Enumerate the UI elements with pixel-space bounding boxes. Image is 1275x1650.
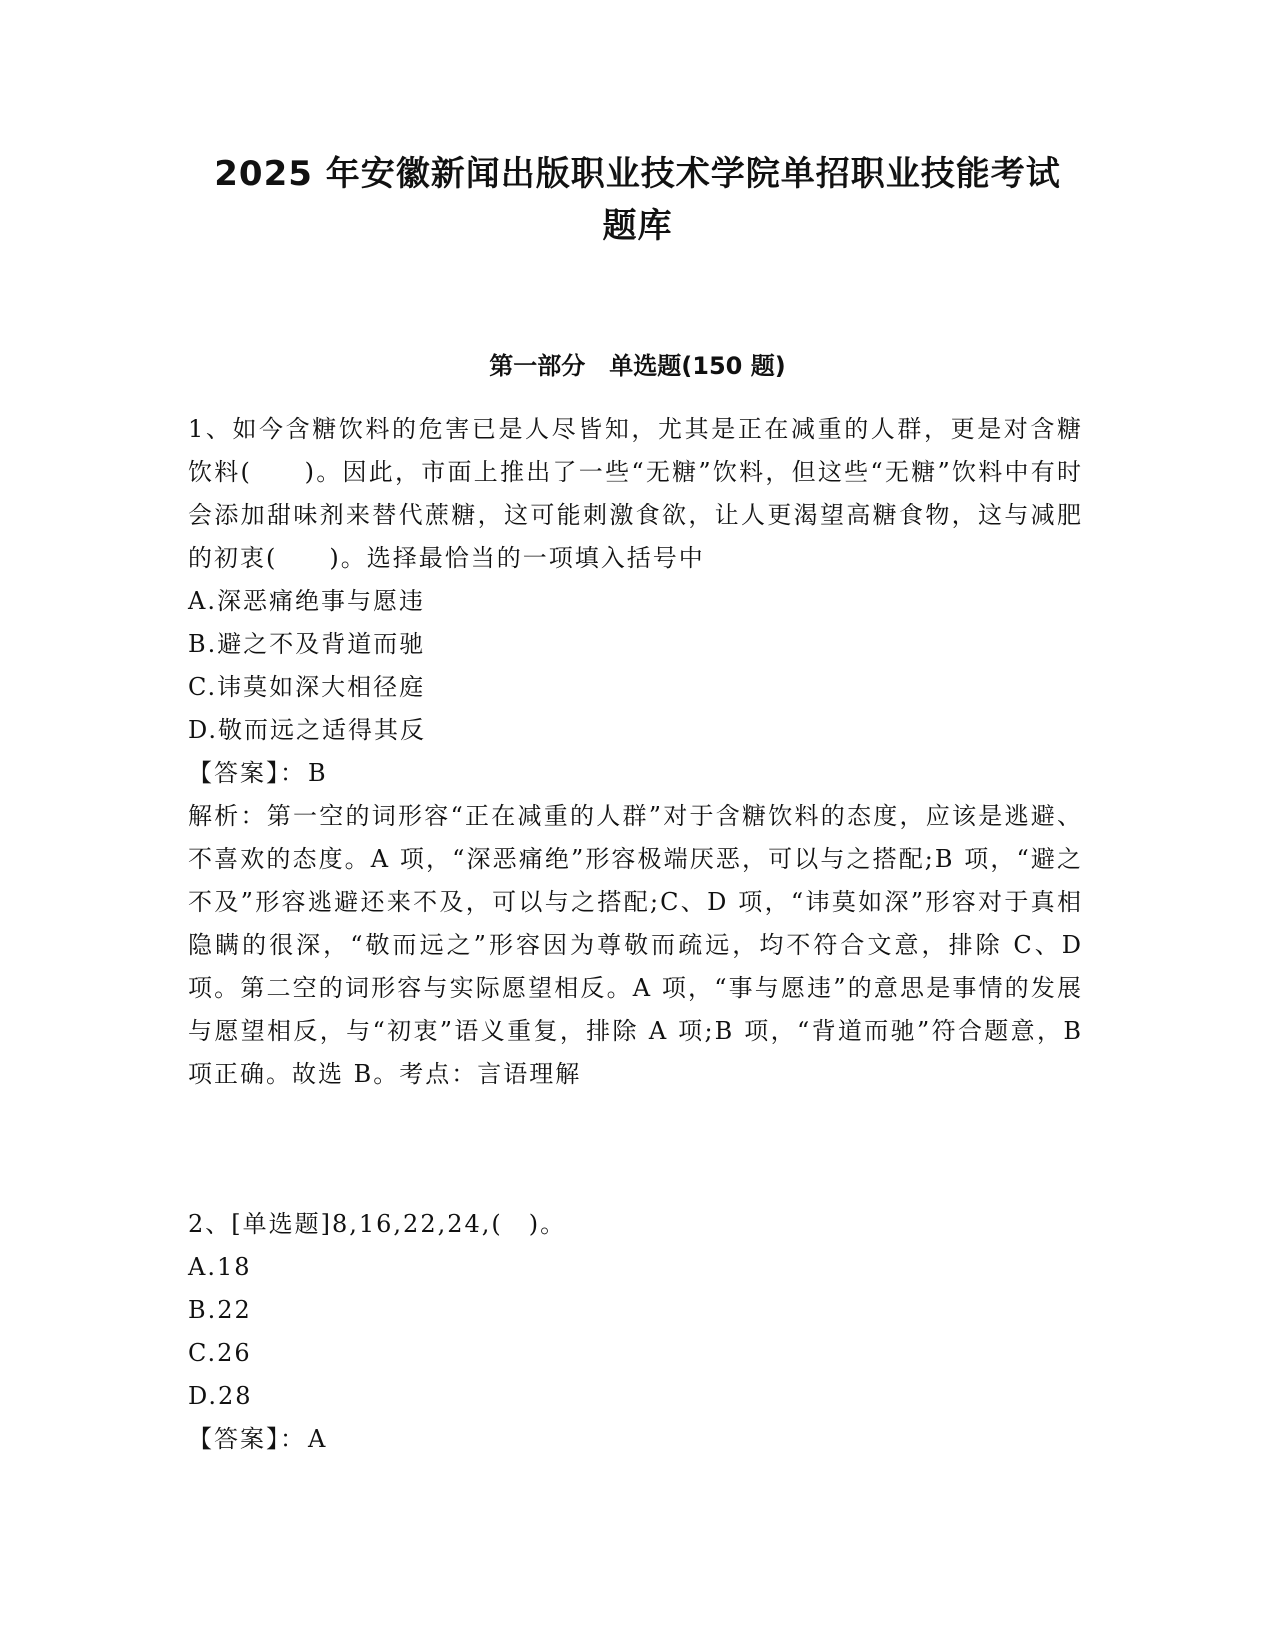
question-2-stem: 2、[单选题]8,16,22,24,( )。 [188,1210,567,1238]
question-1-option-c: C.讳莫如深大相径庭 [188,673,426,701]
question-2-option-c: C.26 [188,1339,252,1367]
section-heading: 第一部分 单选题(150 题) [489,352,786,380]
document-title-line-2: 题库 [602,206,673,246]
question-1-option-a: A.深恶痛绝事与愿违 [188,587,425,615]
question-1-option-b: B.避之不及背道而驰 [188,630,426,658]
question-2 [188,1203,1083,1461]
question-1-option-d: D.敬而远之适得其反 [188,716,427,744]
question-2-option-d: D.28 [188,1382,253,1410]
question-2-answer-value: A [308,1425,328,1453]
question-2-answer-label: 【答案】： [188,1425,306,1453]
question-1-answer [188,752,1083,795]
question-2-option-b: B.22 [188,1296,252,1324]
question-1-answer-value: B [308,759,328,787]
question-2-answer [188,1418,1083,1461]
question-1-analysis: 解析：第一空的词形容“正在减重的人群”对于含糖饮料的态度，应该是逃避、不喜欢的态度。A 项，“深恶痛绝”形容极端厌恶，可以与之搭配;B 项，“避之不及”形容逃避还来不及，可以与之搭配;C、D 项，“讳莫如深”形容对于真相隐瞒的很深，“敬而远之”形容因为尊敬而疏远，均不符合文意，排除 C、D 项。第二空的词形容与实际愿望相反。A 项，“事与愿违”的意思是事情的发展与愿望相反，与“初衷”语义重复，排除 A 项;B 项，“背道而驰”符合题意，B 项正确。故选 B。考点：言语理解 [188,802,1083,1088]
document-title-line-1: 2025 年安徽新闻出版职业技术学院单招职业技能考试 [214,154,1061,194]
question-1-stem: 1、如今含糖饮料的危害已是人尽皆知，尤其是正在减重的人群，更是对含糖饮料( )。因此，市面上推出了一些“无糖”饮料，但这些“无糖”饮料中有时会添加甜味剂来替代蔗糖，这可能刺激食欲，让人更渴望高糖食物，这与减肥的初衷( )。选择最恰当的一项填入括号中 [188,415,1083,572]
document-title [150,148,1125,252]
question-1-answer-label: 【答案】： [188,759,306,787]
question-2-option-a: A.18 [188,1253,252,1281]
question-1 [188,408,1083,1096]
